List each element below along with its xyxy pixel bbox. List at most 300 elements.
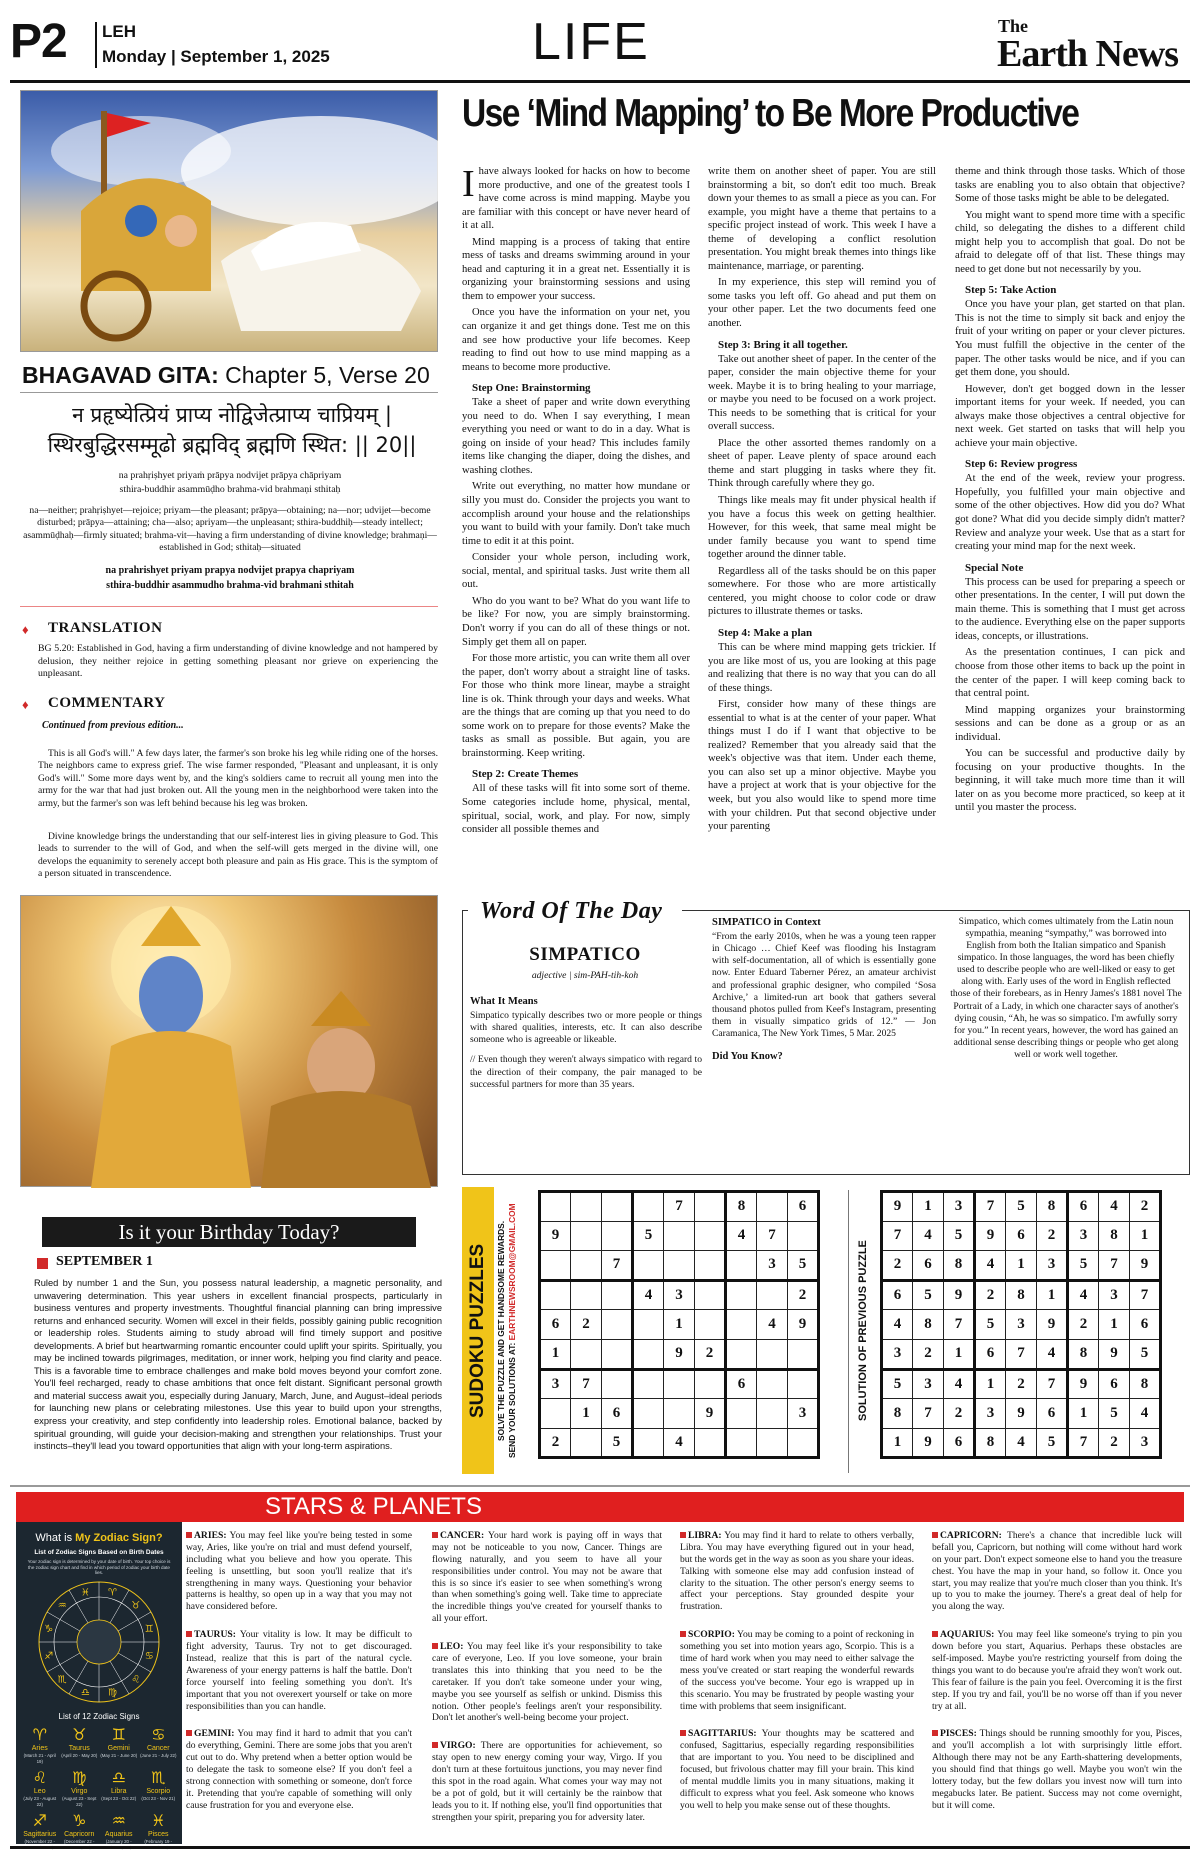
article-paragraph: Place the other assorted themes randomly on a sheet of paper. Leave plenty of space around each theme and start plugging in tasks where they fit. Think through carefully where they go.	[708, 437, 936, 490]
horoscope-aries	[186, 1530, 412, 1613]
sudoku-cell[interactable]	[695, 1221, 726, 1251]
header-divider	[95, 22, 97, 68]
zodiac-sign-name: Gemini	[107, 1745, 130, 1752]
article-paragraph: This can be where mind mapping gets trickier. If you are like most of us, you are looking at this page and realizing that there is no way that you can do all of these things.	[708, 641, 936, 694]
solution-cell: 9	[1099, 1339, 1130, 1369]
solution-label-rule	[848, 1190, 849, 1473]
scorpio-name: SCORPIO:	[688, 1629, 735, 1641]
sudoku-cell[interactable]	[695, 1192, 726, 1222]
sudoku-cell[interactable]: 7	[602, 1251, 633, 1281]
horoscope-gemini	[186, 1728, 412, 1811]
sudoku-cell[interactable]: 1	[571, 1399, 602, 1429]
solution-cell: 5	[913, 1280, 944, 1310]
sudoku-cell[interactable]: 2	[571, 1310, 602, 1340]
sudoku-cell[interactable]	[695, 1369, 726, 1399]
stars-title: STARS & PLANETS	[265, 1493, 482, 1520]
solution-row	[882, 1221, 1161, 1251]
cancer-text: Your hard work is paying off in ways that may not be noticeable to you now, Cancer. Things are flowing naturally, and you seem to have all your responsibilities under control. You may not be aware that this is so since it's easier to see when something's wrong than when something's going well. Take time to appreciate the incredible things you've created for yourself thanks to all your effort.	[432, 1530, 662, 1625]
aries-icon: ♈	[32, 1725, 47, 1744]
solution-cell: 8	[1006, 1280, 1037, 1310]
article-subheading: Step 4: Make a plan	[718, 626, 813, 639]
horoscope-aquarius	[932, 1629, 1182, 1712]
solution-cell: 7	[1037, 1369, 1068, 1399]
page-number: P2	[10, 15, 67, 68]
solution-cell: 5	[882, 1369, 913, 1399]
solution-cell: 8	[1099, 1221, 1130, 1251]
taurus-marker-icon	[186, 1631, 192, 1637]
sudoku-cell[interactable]: 6	[788, 1192, 819, 1222]
article-paragraph: For those more artistic, you can write them all over the paper, don't worry about a straight line of tasks. For those who think more linear, maybe a straight line is ok. Think through your days and weeks. What are the things that are coming up that you need to do some work on to prepare for those events? Make the tasks as small as possible. But again, you are brainstorming. Keep writing.	[462, 653, 690, 759]
sudoku-cell[interactable]: 5	[602, 1428, 633, 1458]
sudoku-cell[interactable]	[788, 1221, 819, 1251]
aries-wheel-icon: ♈	[107, 1587, 117, 1599]
sudoku-cell[interactable]	[571, 1192, 602, 1222]
solution-cell: 6	[882, 1280, 913, 1310]
pisces-wheel-icon: ♓	[81, 1587, 91, 1599]
sudoku-cell[interactable]	[695, 1280, 726, 1310]
solution-cell: 4	[882, 1310, 913, 1340]
solution-cell: 4	[1099, 1192, 1130, 1222]
sudoku-cell[interactable]	[726, 1428, 757, 1458]
aries-name: ARIES:	[194, 1530, 227, 1541]
solution-cell: 7	[975, 1192, 1006, 1222]
city-label: LEH	[102, 22, 136, 41]
sudoku-cell[interactable]: 6	[540, 1310, 571, 1340]
article-column-3	[955, 165, 1185, 818]
article-subheading: Step 6: Review progress	[965, 458, 1078, 471]
virgo-wheel-icon: ♍	[107, 1687, 117, 1699]
capricorn-icon: ♑	[72, 1811, 87, 1830]
solution-cell: 4	[944, 1369, 975, 1399]
gita-title-bold: BHAGAVAD GITA:	[22, 362, 219, 388]
horoscope-virgo	[432, 1740, 662, 1823]
transliteration-line2: sthira-buddhir asammūḍho brahma-vid brahmaṇi sthitaḥ	[119, 484, 341, 495]
wotd-means: Simpatico typically describes two or more people or things with shared qualities, interests, etc. It can also describe someone who is agreeable or likeable.	[470, 1010, 702, 1046]
cancer-icon: ♋	[151, 1725, 166, 1744]
libra-wheel-icon: ♎	[81, 1687, 91, 1699]
capricorn-name: CAPRICORN:	[940, 1530, 1002, 1541]
article-subheading: Step 5: Take Action	[965, 284, 1057, 297]
sudoku-cell[interactable]	[788, 1369, 819, 1399]
zodiac-sign-dates: (November 22 -	[24, 1839, 55, 1844]
wotd-example: // Even though they weren't always simpatico with regard to the direction of their company, the pair managed to be successful partners for more than 35 years.	[470, 1054, 702, 1090]
sudoku-cell[interactable]	[788, 1339, 819, 1369]
sudoku-cell[interactable]	[664, 1369, 695, 1399]
sagittarius-name: SAGITTARIUS:	[688, 1728, 757, 1740]
article-paragraph: theme and think through those tasks. Which of those tasks are enabling you to also obtain that objective? Some of those tasks might be able to be delegated.	[955, 166, 1185, 205]
solution-cell: 2	[975, 1280, 1006, 1310]
sudoku-row	[540, 1428, 819, 1458]
sudoku-cell[interactable]	[695, 1428, 726, 1458]
sudoku-cell[interactable]: 9	[788, 1310, 819, 1340]
sudoku-instructions	[496, 1187, 530, 1474]
gemini-icon: ♊	[111, 1725, 126, 1744]
article-paragraph: As the presentation continues, I can pick and choose from those other items to back up the point in the center of the paper. I will keep coming back to that central point.	[955, 647, 1185, 700]
solution-row	[882, 1399, 1161, 1429]
sudoku-cell[interactable]	[757, 1339, 788, 1369]
sudoku-cell[interactable]	[571, 1280, 602, 1310]
article-subheading: Step 2: Create Themes	[472, 768, 579, 781]
sudoku-row	[540, 1369, 819, 1399]
sudoku-cell[interactable]: 4	[757, 1310, 788, 1340]
horoscope-column-4	[932, 1530, 1182, 1828]
sanskrit-verse-line2: स्थिरबुद्धिरसम्मूढो ब्रह्मविद् ब्रह्मणि स्थित: || 20||	[47, 433, 417, 457]
article-paragraph: Who do you want to be? What do you want life to be like? For now, you are simply brainstorming. Don't worry if you can do all of these things or not. Simply get them all on paper.	[462, 595, 690, 648]
solution-row	[882, 1310, 1161, 1340]
sudoku-cell[interactable]: 2	[788, 1280, 819, 1310]
cancer-marker-icon	[432, 1532, 438, 1538]
sudoku-cell[interactable]: 6	[726, 1369, 757, 1399]
sudoku-cell[interactable]: 3	[757, 1251, 788, 1281]
sudoku-cell[interactable]	[788, 1428, 819, 1458]
sudoku-cell[interactable]	[726, 1251, 757, 1281]
aquarius-text: You may feel like someone's trying to pin you down before you start, Aquarius. Perhaps these obstacles are self-imposed. Maybe you're restricting yourself from doing the things you want to do because you're afraid they won't work out. This fear of failure is the pain you feel. Overcoming it is the first step. If you try and fail, you'll be no worse off than if you never try at all.	[932, 1629, 1182, 1712]
sagittarius-wheel-icon: ♐	[44, 1650, 54, 1662]
wotd-pronunciation: adjective | sim-PAH-tih-koh	[531, 970, 639, 981]
solution-cell: 9	[944, 1280, 975, 1310]
gita-title-rest: Chapter 5, Verse 20	[218, 362, 430, 388]
article-subheading: Special Note	[965, 561, 1024, 574]
sudoku-cell[interactable]	[633, 1339, 664, 1369]
solution-cell: 3	[1099, 1280, 1130, 1310]
sudoku-cell[interactable]	[540, 1192, 571, 1222]
sudoku-cell[interactable]: 1	[664, 1310, 695, 1340]
article-paragraph: You might want to spend more time with a specific child, so delegating the dishes to a different child might help you to accomplish that goal. Do not be afraid to delegate off of that list. These things may need to get done but not necessarily by you.	[955, 209, 1185, 275]
gemini-text: You may find it hard to admit that you can't do everything, Gemini. There are some jobs that you aren't cut out to do. Why pretend when a better option would be to delegate the task to someone else? If you don't feel a strong connection with something or someone, don't force it. Pretending that you're capable of something will only cause frustration for you and everyone else.	[186, 1728, 412, 1811]
solution-cell: 8	[882, 1399, 913, 1429]
sudoku-cell[interactable]	[757, 1280, 788, 1310]
solution-cell: 5	[1130, 1339, 1161, 1369]
sudoku-cell[interactable]	[664, 1251, 695, 1281]
solution-cell: 6	[1006, 1221, 1037, 1251]
zodiac-sign-grid	[20, 1726, 178, 1851]
birthday-text: Ruled by number 1 and the Sun, you possess natural leadership, a magnetic personality, and unwavering determination. This year ushers in excellent financial prospects, particularly in business ventures and property investments. Thoughtful financial planning can bring impressive returns and enhanced security. Women will excel in their fields, possibly gaining public recognition or leadership roles. Students aiming to study abroad will find timely support and positive developments. A brief but heartwarming romantic encounter could uplift your spirits. Spiritually, you may be inclined towards pilgrimages, meditation, or inner work, helping you find clarity and peace. This is a favorable time to embrace challenges and make bold moves beyond your comfort zone. You'll feel recharged, ready to chase ambitions that once felt distant. Significant personal growth and material success await you, especially during January, March, June, and August–ideal periods for launching new plans or celebrating milestones. Use this year to build upon your strengths, express your creativity, and step confidently into leadership roles. Emotional balance, backed by spiritual grounding, will guide your decision-making and strengthen your relationships. Trust your instincts–they'll lead you toward opportunities that align with your long-term aspirations.	[34, 1278, 442, 1452]
horoscope-column-3	[680, 1530, 914, 1828]
solution-cell: 5	[944, 1221, 975, 1251]
zodiac-sign-dates: (June 21 - July 22)	[140, 1753, 177, 1758]
solution-cell: 9	[1130, 1251, 1161, 1281]
solution-cell: 9	[882, 1192, 913, 1222]
gita-title	[22, 362, 430, 389]
footer-rule	[10, 1846, 1190, 1849]
section-title: LIFE	[532, 13, 650, 71]
sudoku-cell[interactable]	[757, 1399, 788, 1429]
article-paragraph: Once you have the information on your net, you can organize it and get things done. Test me on this and see how productive your life becomes. Keep reading to find out how to use mind mapping as a means to become more productive.	[462, 307, 690, 373]
article-paragraph: Regardless all of the tasks should be on this paper somewhere. For those who are more artistically centered, you might choose to color code or draw pictures to illustrate themes or tasks.	[708, 565, 936, 618]
solution-cell: 4	[975, 1251, 1006, 1281]
solution-cell: 2	[913, 1339, 944, 1369]
article-paragraph: write them on another sheet of paper. You are still brainstorming a bit, so don't edit too much. Break down your themes to as small a piece as you can. For example, you might have a theme that pertains to a specific project instead of work. This week I have a theme of developing a conflict resolution presentation. You might break themes into things like maintenance, marriage, or parenting.	[708, 166, 936, 272]
brand-the: The	[998, 16, 1029, 36]
solution-cell: 7	[944, 1310, 975, 1340]
brand-logo: Earth News	[997, 33, 1179, 75]
solution-cell: 4	[1037, 1339, 1068, 1369]
stars-banner	[16, 1492, 1184, 1522]
sudoku-cell[interactable]: 4	[726, 1221, 757, 1251]
sudoku-cell[interactable]: 2	[695, 1339, 726, 1369]
zodiac-sign-item	[60, 1769, 100, 1808]
leo-name: LEO:	[440, 1641, 464, 1653]
commentary-heading: COMMENTARY	[48, 695, 166, 711]
horoscope-pisces	[932, 1728, 1182, 1811]
zodiac-sign-item	[99, 1769, 139, 1808]
wotd-means-heading: What It Means	[470, 996, 538, 1007]
sudoku-cell[interactable]	[602, 1310, 633, 1340]
solution-cell: 6	[1068, 1192, 1099, 1222]
solution-row	[882, 1339, 1161, 1369]
solution-cell: 9	[975, 1221, 1006, 1251]
solution-cell: 8	[1130, 1369, 1161, 1399]
solution-cell: 1	[975, 1369, 1006, 1399]
article-paragraph: Take out another sheet of paper. In the center of the paper, consider the main objective theme for your week. Maybe it is to bring healing to your marriage, or maybe you need to be focused on a work project. This needs to be something that is critical for your overall success.	[708, 353, 936, 433]
leo-wheel-icon: ♌	[131, 1674, 141, 1686]
solution-cell: 5	[1006, 1192, 1037, 1222]
aries-text: You may feel like you're being tested in some way, Aries, like you're on trial and must defend yourself, including what you believe and how you operate. This feeling is unsettling, but soon you'll realize that it's strengthening in many ways. Questioning your behavior patterns is healthy, so open up in a way that you may not have considered before.	[186, 1530, 412, 1613]
article-paragraph: In my experience, this step will remind you of some tasks you left off. Go ahead and put them on your other paper. Let the two documents feed one another.	[708, 277, 936, 330]
sudoku-cell[interactable]	[633, 1369, 664, 1399]
sudoku-cell[interactable]: 2	[540, 1428, 571, 1458]
leo-text: You may feel like it's your responsibility to take care of everyone, Leo. If you love someone, your brain translates this into thinking that you need to be the caretaker. If you don't take someone under your wing, maybe you see yourself as selfish or unkind. Dismiss this notion. Other people's feelings aren't your responsibility. Don't let another's well-being become your project.	[432, 1641, 662, 1724]
word-meanings: na—neither; prahṛiṣhyet—rejoice; priyam—the pleasant; prāpya—obtaining; na—nor; udvijet—become disturbed; prāpya—attaining; cha—also; apriyam—the unpleasant; sthira-buddhiḥ—steady intellect; asammūḍhaḥ—firmly situated; brahma-vit—having a firm understanding of divine knowledge; brahmaṇi—established in God; sthitaḥ—situated	[23, 505, 437, 554]
sudoku-cell[interactable]: 5	[788, 1251, 819, 1281]
sudoku-cell[interactable]	[695, 1251, 726, 1281]
sudoku-cell[interactable]: 1	[540, 1339, 571, 1369]
aquarius-name: AQUARIUS:	[940, 1629, 995, 1641]
translation-text: BG 5.20: Established in God, having a firm understanding of divine knowledge and not hampered by delusion, they neither rejoice in getting something pleasant nor grieve on experiencing the unpleasant.	[38, 643, 438, 680]
sudoku-cell[interactable]: 4	[664, 1428, 695, 1458]
leo-icon: ♌	[32, 1768, 47, 1787]
solution-cell: 1	[1068, 1399, 1099, 1429]
sudoku-cell[interactable]: 5	[633, 1221, 664, 1251]
solution-cell: 6	[1037, 1399, 1068, 1429]
sudoku-cell[interactable]	[757, 1428, 788, 1458]
sudoku-cell[interactable]	[571, 1221, 602, 1251]
sudoku-cell[interactable]	[540, 1280, 571, 1310]
solution-cell: 6	[1130, 1310, 1161, 1340]
scorpio-wheel-icon: ♏	[57, 1674, 67, 1686]
solution-cell: 5	[1068, 1251, 1099, 1281]
horoscope-leo	[432, 1641, 662, 1724]
solution-cell: 3	[975, 1399, 1006, 1429]
sudoku-cell[interactable]: 9	[695, 1399, 726, 1429]
article-subheading: Step One: Brainstorming	[472, 382, 591, 395]
article-column-2	[708, 165, 936, 837]
sudoku-cell[interactable]	[726, 1310, 757, 1340]
zodiac-title-highlight: My Zodiac Sign?	[75, 1532, 163, 1544]
solution-row	[882, 1428, 1161, 1458]
sudoku-cell[interactable]	[726, 1399, 757, 1429]
sudoku-cell[interactable]: 7	[664, 1192, 695, 1222]
leo-marker-icon	[432, 1643, 438, 1649]
sudoku-cell[interactable]: 8	[726, 1192, 757, 1222]
solution-cell: 3	[1130, 1428, 1161, 1458]
solution-cell: 2	[944, 1399, 975, 1429]
horoscope-column-1	[186, 1530, 412, 1828]
wotd-know-heading: Did You Know?	[712, 1050, 783, 1062]
sudoku-cell[interactable]	[540, 1399, 571, 1429]
article-paragraph: Consider your whole person, including work, social, mental, and spiritual tasks. Just write them all out.	[462, 552, 690, 591]
stars-separator	[10, 1485, 1190, 1487]
zodiac-sign-item	[99, 1726, 139, 1765]
sudoku-cell[interactable]	[633, 1310, 664, 1340]
header-rule	[10, 80, 1190, 83]
solution-cell: 4	[913, 1221, 944, 1251]
zodiac-sign-name: Scorpio	[146, 1788, 171, 1795]
virgo-name: VIRGO:	[440, 1740, 476, 1752]
sudoku-cell[interactable]	[757, 1369, 788, 1399]
sudoku-cell[interactable]	[571, 1251, 602, 1281]
sudoku-cell[interactable]	[602, 1192, 633, 1222]
commentary-diamond-icon: ♦	[22, 697, 29, 712]
horoscope-capricorn	[932, 1530, 1182, 1613]
solution-cell: 2	[1037, 1221, 1068, 1251]
sudoku-puzzle-grid[interactable]	[538, 1190, 820, 1459]
zodiac-sign-item	[20, 1726, 60, 1765]
solution-cell: 8	[913, 1310, 944, 1340]
article-subheading: Step 3: Bring it all together.	[718, 338, 848, 351]
sudoku-cell[interactable]: 3	[540, 1369, 571, 1399]
zodiac-sign-dates: (Sept 23 - Oct 22)	[101, 1796, 137, 1801]
zodiac-sign-name: Pisces	[147, 1831, 169, 1838]
wotd-label: Word Of The Day	[480, 898, 663, 924]
solution-cell: 9	[913, 1428, 944, 1458]
zodiac-sign-dates: (August 23 - Sept 22)	[62, 1796, 97, 1807]
sudoku-cell[interactable]	[602, 1221, 633, 1251]
gemini-wheel-icon: ♊	[144, 1624, 154, 1636]
sudoku-title: SUDOKU PUZZLES	[467, 1243, 488, 1418]
sudoku-cell[interactable]: 9	[664, 1339, 695, 1369]
commentary-continued: Continued from previous edition...	[42, 720, 184, 731]
zodiac-sign-item	[139, 1726, 179, 1765]
solution-cell: 1	[1099, 1310, 1130, 1340]
sudoku-cell[interactable]	[633, 1192, 664, 1222]
sudoku-cell[interactable]	[664, 1399, 695, 1429]
aquarius-marker-icon	[932, 1631, 938, 1637]
chariot-illustration	[20, 90, 438, 352]
solution-cell: 6	[975, 1339, 1006, 1369]
scorpio-marker-icon	[680, 1631, 686, 1637]
solution-row	[882, 1369, 1161, 1399]
libra-text: You may find it hard to relate to others verbally, Libra. You may have everything figured out in your head, but the words get in the way as soon as you share your ideas. Talking with someone else may add confusion instead of clarity to the situation. The other person's energy seems to affect your perceptions. Stay grounded despite your frustration.	[680, 1530, 914, 1613]
sudoku-cell[interactable]	[571, 1339, 602, 1369]
sudoku-cell[interactable]: 7	[757, 1221, 788, 1251]
capricorn-wheel-icon: ♑	[44, 1624, 54, 1636]
sudoku-cell[interactable]	[633, 1399, 664, 1429]
sudoku-cell[interactable]	[757, 1192, 788, 1222]
virgo-text: There are opportunities for achievement, so stay open to new energy coming your way, Virgo. If you don't turn at these fortuitous junctions, you may never find this spot in the road again. What comes your way may not be a pot of gold, but it will certainly be the rainbow that leads you to it. If nothing else, you'll find opportunities that strengthen your spirit, preparing you for adversity later.	[432, 1740, 662, 1823]
gemini-marker-icon	[186, 1730, 192, 1736]
solution-cell: 7	[1006, 1339, 1037, 1369]
horoscope-sagittarius	[680, 1728, 914, 1811]
sudoku-cell[interactable]	[571, 1428, 602, 1458]
virgo-icon: ♍	[72, 1768, 87, 1787]
sudoku-cell[interactable]	[695, 1310, 726, 1340]
solution-cell: 9	[1068, 1369, 1099, 1399]
sudoku-cell[interactable]	[664, 1221, 695, 1251]
zodiac-sign-name: Aquarius	[104, 1831, 133, 1838]
sudoku-cell[interactable]: 3	[788, 1399, 819, 1429]
article-headline: Use ‘Mind Mapping’ to Be More Productive	[462, 92, 1079, 135]
article-paragraph: All of these tasks will fit into some sort of theme. Some categories include home, physical, mental, spiritual, social, work, and play. For now, simply consider all possible themes and	[462, 783, 690, 836]
sudoku-email-link[interactable]: EARTHNEWSROOM@GMAIL.COM	[507, 1203, 517, 1341]
sudoku-cell[interactable]	[540, 1251, 571, 1281]
zodiac-sign-name: Virgo	[71, 1788, 88, 1795]
article-paragraph: Things like meals may fit under physical health if you have a focus this week on getting healthier. However, for this week, that same meal might be under family because you want to spend time together around the dinner table.	[708, 495, 936, 561]
sudoku-cell[interactable]: 6	[602, 1399, 633, 1429]
solution-cell: 7	[913, 1399, 944, 1429]
sudoku-cell[interactable]: 4	[633, 1280, 664, 1310]
pisces-marker-icon	[932, 1730, 938, 1736]
taurus-icon: ♉	[72, 1725, 87, 1744]
zodiac-chart-note: Your zodiac sign is determined by your date of birth. Your top choice is the zodiac sign chart and find in which period of zodiac your birth date lies.	[27, 1559, 171, 1575]
sagittarius-marker-icon	[680, 1730, 686, 1736]
zodiac-sign-name: Leo	[33, 1788, 46, 1795]
zodiac-chart	[16, 1522, 182, 1844]
sudoku-cell[interactable]	[602, 1280, 633, 1310]
zodiac-sign-dates: (May 21 - June 20)	[100, 1753, 138, 1758]
solution-cell: 1	[1037, 1280, 1068, 1310]
aries-marker-icon	[186, 1532, 192, 1538]
zodiac-sign-name: Taurus	[68, 1745, 90, 1752]
sudoku-cell[interactable]	[726, 1280, 757, 1310]
sudoku-cell[interactable]	[633, 1251, 664, 1281]
zodiac-title-pre: What is	[35, 1532, 76, 1544]
zodiac-sign-name: Capricorn	[64, 1831, 95, 1838]
zodiac-sign-name: Libra	[110, 1788, 127, 1795]
solution-cell: 4	[1130, 1399, 1161, 1429]
sudoku-cell[interactable]: 9	[540, 1221, 571, 1251]
solution-cell: 1	[1130, 1221, 1161, 1251]
solution-cell: 7	[1130, 1280, 1161, 1310]
article-paragraph: Once you have your plan, get started on that plan. This is not the time to simply sit back and enjoy the fruit of your writing on paper or your clever pictures. You must fulfill the objective in the center of the paper. The other tasks would be nice, and if you can get them done, you should.	[955, 299, 1185, 379]
article-paragraph: You can be successful and productive daily by focusing on your productive thoughts. In the beginning, it will take much more time than it will later on as you become more practiced, so keep at it until you master the process.	[955, 748, 1185, 814]
edition-date: Monday | September 1, 2025	[102, 47, 330, 66]
sudoku-cell[interactable]	[602, 1369, 633, 1399]
sudoku-cell[interactable]: 7	[571, 1369, 602, 1399]
solution-cell: 6	[913, 1251, 944, 1281]
solution-cell: 5	[975, 1310, 1006, 1340]
sudoku-cell[interactable]	[633, 1428, 664, 1458]
cancer-wheel-icon: ♋	[144, 1650, 154, 1662]
zodiac-chart-subtitle: List of Zodiac Signs Based on Birth Dates	[34, 1549, 164, 1556]
sudoku-row	[540, 1280, 819, 1310]
article-paragraph: However, don't get bogged down in the lesser important items for your week. If needed, you can always make those objectives a central objective for next week. Get started on tasks that will help you achieve your main objective.	[955, 383, 1185, 449]
sudoku-instruction-line1: SOLVE THE PUZZLE AND GET HANDSOME REWARDS.	[496, 1220, 506, 1441]
solution-row	[882, 1251, 1161, 1281]
sudoku-cell[interactable]	[602, 1339, 633, 1369]
drop-cap: I	[462, 163, 475, 205]
sudoku-cell[interactable]	[726, 1339, 757, 1369]
article-paragraph: Mind mapping is a process of taking that entire mess of tasks and dreams swimming around in your head and capturing it in a great net. Essentially it is organizing your brainstorming sessions and using them to empower your success.	[462, 236, 690, 302]
solution-row	[882, 1192, 1161, 1222]
solution-cell: 7	[882, 1221, 913, 1251]
solution-cell: 1	[913, 1192, 944, 1222]
wotd-column-3	[950, 916, 1182, 1066]
solution-cell: 1	[944, 1339, 975, 1369]
birthday-banner	[42, 1217, 416, 1247]
birthday-title: Is it your Birthday Today?	[118, 1220, 340, 1244]
sudoku-row	[540, 1339, 819, 1369]
sudoku-instruction-prefix: SEND YOUR SOLUTIONS AT:	[507, 1340, 517, 1458]
solution-cell: 5	[1099, 1399, 1130, 1429]
solution-cell: 5	[1037, 1428, 1068, 1458]
birthday-date: SEPTEMBER 1	[56, 1254, 153, 1269]
article-paragraph: At the end of the week, review your progress. Hopefully, you fulfilled your main objective and some of the other objectives. How did you do? What got done? What did you decide simply didn't matter? Review and analyze your week. Use that as a start for creating your mind map for the next week.	[955, 473, 1185, 553]
sagittarius-icon: ♐	[32, 1811, 47, 1830]
virgo-marker-icon	[432, 1742, 438, 1748]
sudoku-cell[interactable]: 3	[664, 1280, 695, 1310]
zodiac-list-title: List of 12 Zodiac Signs	[58, 1712, 140, 1721]
